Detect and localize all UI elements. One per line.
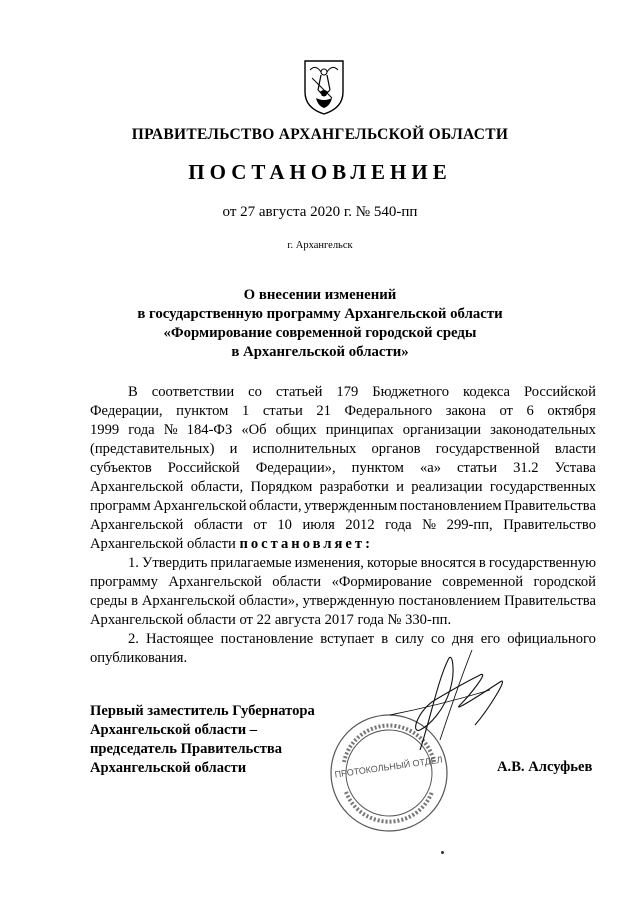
word: и — [229, 441, 238, 457]
stamp-text: ПРОТОКОЛЬНЫЙ ОТДЕЛ — [333, 754, 444, 780]
word: Утвердить — [142, 555, 208, 571]
word: организации — [402, 422, 482, 438]
word: 6 — [526, 403, 534, 419]
word: официального — [507, 631, 596, 647]
title-line: О внесении изменений — [243, 287, 397, 303]
text-line — [90, 383, 596, 402]
word: в — [131, 593, 139, 609]
word: № — [163, 422, 178, 438]
word: «Формирование — [331, 574, 432, 590]
word: 10 — [277, 517, 292, 533]
signer-position-line: Архангельской области — [90, 760, 247, 776]
word: области, — [249, 498, 302, 514]
date-and-number: от 27 августа 2020 г. № 540-пп — [222, 204, 418, 220]
word: субъектов — [90, 460, 152, 476]
word: Правительство — [503, 517, 596, 533]
word: Правительства — [504, 593, 596, 609]
item-1-paragraph — [90, 554, 596, 611]
word: 299-пп, — [446, 517, 493, 533]
preamble-last-text: Архангельской области — [90, 536, 236, 552]
word: постановлением — [398, 593, 501, 609]
word: «а» — [419, 460, 442, 476]
word: Правительства — [504, 498, 596, 514]
word: соответствии — [151, 384, 235, 400]
word: Архангельской — [141, 593, 236, 609]
text-line — [90, 630, 596, 649]
title-line: в государственную программу Архангельской области — [137, 306, 503, 322]
word: области — [193, 517, 243, 533]
word: 2012 — [345, 517, 375, 533]
handwritten-signature — [360, 640, 520, 760]
text-line — [90, 402, 596, 421]
word: Архангельской — [153, 498, 247, 514]
text-line — [90, 554, 596, 573]
word: от — [499, 403, 513, 419]
word: государственной — [435, 441, 540, 457]
word: органов — [371, 441, 421, 457]
text-line — [90, 478, 596, 497]
word: 184-ФЗ — [186, 422, 233, 438]
word: Федерации», — [255, 460, 336, 476]
text-line — [90, 421, 596, 440]
word: области, — [190, 479, 244, 495]
word: области — [272, 574, 322, 590]
word: программу — [90, 574, 158, 590]
word: 1 — [241, 403, 250, 419]
coat-of-arms-emblem — [302, 58, 346, 116]
word: Архангельской — [90, 517, 184, 533]
word: октября — [547, 403, 596, 419]
preamble-paragraph — [90, 383, 596, 535]
preamble-last-line — [90, 535, 596, 554]
word: законодательных — [490, 422, 596, 438]
title-line: в Архангельской области» — [231, 344, 409, 360]
word: принципах — [325, 422, 394, 438]
word: разработки — [319, 479, 389, 495]
signer-name: А.В. Алсуфьев — [497, 759, 593, 775]
text-line — [90, 440, 596, 459]
word: постановление — [220, 631, 314, 647]
word: № — [422, 517, 437, 533]
word: силу — [395, 631, 424, 647]
word: Архангельской — [168, 574, 262, 590]
word: Российской — [523, 384, 596, 400]
word: 2. — [128, 631, 139, 647]
city-name: г. Архангельск — [287, 240, 353, 251]
word: современной — [442, 574, 524, 590]
item-2-last-line: опубликования. — [90, 650, 188, 666]
word: утвержденным — [304, 498, 398, 514]
word: кодекса — [463, 384, 510, 400]
word: изменения, — [294, 555, 364, 571]
word: городской — [533, 574, 596, 590]
word: закона — [445, 403, 486, 419]
word: статьей — [275, 384, 323, 400]
word: общих — [275, 422, 317, 438]
word: в — [381, 631, 389, 647]
word: со — [248, 384, 262, 400]
word: исполнительных — [252, 441, 357, 457]
word: статьи — [457, 460, 498, 476]
word: Настоящее — [145, 631, 214, 647]
word: 1999 — [90, 422, 120, 438]
word: 21 — [316, 403, 331, 419]
word: утвержденную — [302, 593, 395, 609]
signer-position-line: Архангельской области – — [90, 722, 258, 738]
word: дня — [451, 631, 474, 647]
document-type: ПОСТАНОВЛЕНИЕ — [188, 160, 452, 184]
word: Федерации, — [90, 403, 163, 419]
word: июля — [302, 517, 335, 533]
text-line — [90, 459, 596, 478]
text-line — [90, 516, 596, 535]
word: в — [478, 555, 486, 571]
word: реализации — [411, 479, 483, 495]
word: со — [431, 631, 445, 647]
word: Порядком — [250, 479, 313, 495]
word: постановлением — [399, 498, 502, 514]
word: 179 — [336, 384, 359, 400]
signer-position-line: председатель Правительства — [90, 741, 283, 757]
decree-word: постановляет — [239, 536, 366, 552]
title-line: «Формирование современной городской среды — [163, 325, 477, 341]
word: государственную — [488, 555, 596, 571]
word: государственных — [489, 479, 596, 495]
word: 1. — [128, 555, 139, 571]
word: Бюджетного — [372, 384, 450, 400]
word: В — [128, 384, 138, 400]
word: от — [253, 517, 267, 533]
word: прилагаемые — [210, 555, 292, 571]
word: и — [396, 479, 404, 495]
item-1-last-line: Архангельской области от 22 августа 2017 года № 330-пп. — [90, 612, 452, 628]
word: Федерального — [344, 403, 433, 419]
word: пунктом — [176, 403, 229, 419]
word: среды — [90, 593, 128, 609]
word: его — [480, 631, 501, 647]
word: года — [128, 422, 155, 438]
text-line — [90, 573, 596, 592]
word: «Об — [241, 422, 267, 438]
text-line — [90, 497, 596, 516]
document-title — [0, 286, 640, 362]
word: области», — [239, 593, 299, 609]
document-body — [90, 383, 596, 668]
word: года — [385, 517, 412, 533]
word: вступает — [320, 631, 375, 647]
word: 31.2 — [513, 460, 539, 476]
decree-colon: : — [365, 536, 370, 552]
word: власти — [554, 441, 596, 457]
word: которые — [367, 555, 418, 571]
text-line — [90, 592, 596, 611]
word: (представительных) — [90, 441, 215, 457]
word: программ — [90, 498, 151, 514]
word: Российской — [167, 460, 240, 476]
signer-position — [90, 702, 315, 778]
word: вносятся — [420, 555, 476, 571]
word: статьи — [262, 403, 303, 419]
item-2-paragraph — [90, 630, 596, 649]
page-mark — [441, 851, 444, 854]
word: пунктом — [351, 460, 404, 476]
organization-name: ПРАВИТЕЛЬСТВО АРХАНГЕЛЬСКОЙ ОБЛАСТИ — [131, 126, 509, 143]
word: Архангельской — [90, 479, 184, 495]
word: Устава — [554, 460, 596, 476]
signer-position-line: Первый заместитель Губернатора — [90, 703, 315, 719]
